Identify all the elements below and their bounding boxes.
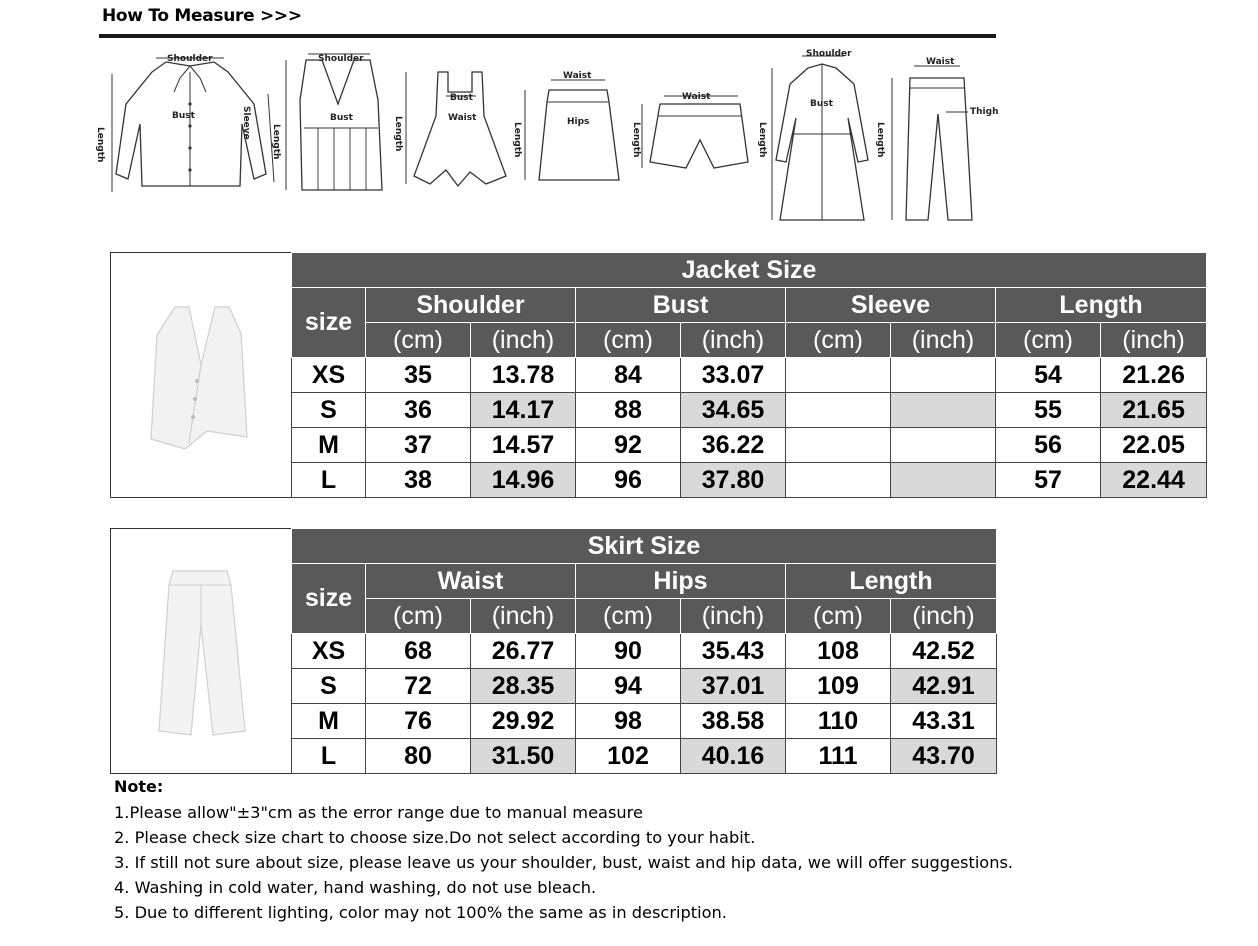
value-cell: 94 [576, 669, 681, 704]
vest-label-length: Length [271, 124, 281, 160]
note-line: 1.Please allow"±3"cm as the error range due to manual measure [114, 803, 643, 822]
value-cell [891, 428, 996, 463]
value-cell [786, 463, 891, 498]
skirt-group-length: Length [786, 564, 997, 599]
skirt-table-title: Skirt Size [292, 529, 997, 564]
skirt-unit: (inch) [471, 599, 576, 634]
size-cell: XS [292, 358, 366, 393]
note-line: 5. Due to different lighting, color may not 100% the same as in description. [114, 903, 727, 922]
skirt-label-hips: Hips [567, 117, 590, 127]
value-cell: 109 [786, 669, 891, 704]
pants-label-thigh: Thigh [970, 107, 999, 117]
pants-label-length: Length [875, 122, 885, 158]
size-cell: S [292, 393, 366, 428]
note-line: 4. Washing in cold water, hand washing, do not use bleach. [114, 878, 597, 897]
dress-label-length: Length [393, 116, 403, 152]
value-cell: 42.52 [891, 634, 997, 669]
size-cell: XS [292, 634, 366, 669]
value-cell: 68 [366, 634, 471, 669]
skirt-size-header: size [292, 564, 366, 634]
value-cell: 36 [366, 393, 471, 428]
dress-label-bust: Bust [450, 93, 473, 103]
value-cell: 43.31 [891, 704, 997, 739]
shorts-diagram [631, 44, 752, 194]
value-cell: 42.91 [891, 669, 997, 704]
value-cell: 40.16 [681, 739, 786, 774]
table-row [292, 739, 997, 774]
value-cell: 43.70 [891, 739, 997, 774]
shorts-label-waist: Waist [682, 92, 711, 102]
blouse-diagram [95, 44, 276, 204]
shorts-label-length: Length [631, 122, 641, 158]
table-row [292, 358, 1207, 393]
coat-label-bust: Bust [810, 99, 833, 109]
value-cell: 28.35 [471, 669, 576, 704]
pants-diagram [875, 44, 999, 226]
value-cell: 80 [366, 739, 471, 774]
value-cell: 35.43 [681, 634, 786, 669]
value-cell: 37 [366, 428, 471, 463]
jacket-unit: (inch) [681, 323, 786, 358]
jacket-group-length: Length [996, 288, 1207, 323]
size-cell: L [292, 739, 366, 774]
value-cell: 37.01 [681, 669, 786, 704]
skirt-unit: (inch) [681, 599, 786, 634]
blouse-label-sleeve: Sleeve [241, 106, 251, 140]
size-cell: M [292, 704, 366, 739]
skirt-unit: (cm) [576, 599, 681, 634]
value-cell: 55 [996, 393, 1101, 428]
value-cell: 56 [996, 428, 1101, 463]
value-cell: 26.77 [471, 634, 576, 669]
value-cell: 33.07 [681, 358, 786, 393]
value-cell: 108 [786, 634, 891, 669]
jacket-size-header: size [292, 288, 366, 358]
jacket-unit: (cm) [996, 323, 1101, 358]
pants-label-waist: Waist [926, 57, 955, 67]
value-cell [786, 358, 891, 393]
value-cell [786, 428, 891, 463]
value-cell: 34.65 [681, 393, 786, 428]
value-cell: 38.58 [681, 704, 786, 739]
table-row [292, 669, 997, 704]
blouse-label-length: Length [95, 127, 105, 163]
value-cell: 92 [576, 428, 681, 463]
value-cell: 38 [366, 463, 471, 498]
jacket-group-shoulder: Shoulder [366, 288, 576, 323]
skirt-label-length: Length [512, 122, 522, 158]
value-cell: 54 [996, 358, 1101, 393]
value-cell [786, 393, 891, 428]
skirt-unit: (cm) [366, 599, 471, 634]
dress-diagram [393, 44, 510, 194]
skirt-size-table [291, 528, 997, 774]
table-row [292, 704, 997, 739]
jacket-group-sleeve: Sleeve [786, 288, 996, 323]
jacket-unit: (inch) [891, 323, 996, 358]
table-row [292, 634, 997, 669]
jacket-size-table [291, 252, 1207, 498]
value-cell: 84 [576, 358, 681, 393]
skirt-product-image [110, 528, 292, 774]
header-divider [99, 34, 996, 38]
skirt-group-waist: Waist [366, 564, 576, 599]
value-cell: 36.22 [681, 428, 786, 463]
jacket-unit: (inch) [471, 323, 576, 358]
jacket-group-bust: Bust [576, 288, 786, 323]
skirt-group-hips: Hips [576, 564, 786, 599]
coat-label-length: Length [757, 122, 767, 158]
how-to-measure-title: How To Measure >>> [102, 6, 302, 26]
skirt-diagram [512, 44, 619, 194]
table-row [292, 463, 1207, 498]
value-cell: 14.96 [471, 463, 576, 498]
jacket-unit: (cm) [786, 323, 891, 358]
notes-section [114, 777, 1013, 925]
value-cell: 29.92 [471, 704, 576, 739]
note-line: 3. If still not sure about size, please leave us your shoulder, bust, waist and hip data, we will offer suggestions. [114, 853, 1014, 872]
skirt-unit: (inch) [891, 599, 997, 634]
value-cell: 98 [576, 704, 681, 739]
jacket-unit: (inch) [1101, 323, 1207, 358]
value-cell: 111 [786, 739, 891, 774]
blouse-label-shoulder: Shoulder [167, 54, 213, 64]
value-cell [891, 463, 996, 498]
value-cell: 21.26 [1101, 358, 1207, 393]
value-cell: 57 [996, 463, 1101, 498]
jacket-table-title: Jacket Size [292, 253, 1207, 288]
size-cell: M [292, 428, 366, 463]
value-cell: 102 [576, 739, 681, 774]
value-cell: 110 [786, 704, 891, 739]
value-cell: 37.80 [681, 463, 786, 498]
skirt-label-waist: Waist [563, 71, 592, 81]
jacket-unit: (cm) [576, 323, 681, 358]
table-row [292, 393, 1207, 428]
vest-diagram [271, 44, 396, 194]
jacket-product-image [110, 252, 292, 498]
value-cell: 14.17 [471, 393, 576, 428]
value-cell [891, 358, 996, 393]
table-row [292, 428, 1207, 463]
value-cell: 22.05 [1101, 428, 1207, 463]
notes-title: Note: [114, 777, 164, 796]
size-cell: L [292, 463, 366, 498]
value-cell: 90 [576, 634, 681, 669]
vest-label-bust: Bust [330, 113, 353, 123]
value-cell [891, 393, 996, 428]
value-cell: 35 [366, 358, 471, 393]
skirt-unit: (cm) [786, 599, 891, 634]
blouse-label-bust: Bust [172, 111, 195, 121]
value-cell: 72 [366, 669, 471, 704]
value-cell: 76 [366, 704, 471, 739]
vest-label-shoulder: Shoulder [318, 54, 364, 64]
coat-label-shoulder: Shoulder [806, 49, 852, 59]
value-cell: 13.78 [471, 358, 576, 393]
jacket-unit: (cm) [366, 323, 471, 358]
dress-label-waist: Waist [448, 113, 477, 123]
note-line: 2. Please check size chart to choose size.Do not select according to your habit. [114, 828, 756, 847]
value-cell: 96 [576, 463, 681, 498]
value-cell: 14.57 [471, 428, 576, 463]
value-cell: 22.44 [1101, 463, 1207, 498]
value-cell: 31.50 [471, 739, 576, 774]
value-cell: 88 [576, 393, 681, 428]
coat-diagram [757, 44, 880, 226]
value-cell: 21.65 [1101, 393, 1207, 428]
size-cell: S [292, 669, 366, 704]
